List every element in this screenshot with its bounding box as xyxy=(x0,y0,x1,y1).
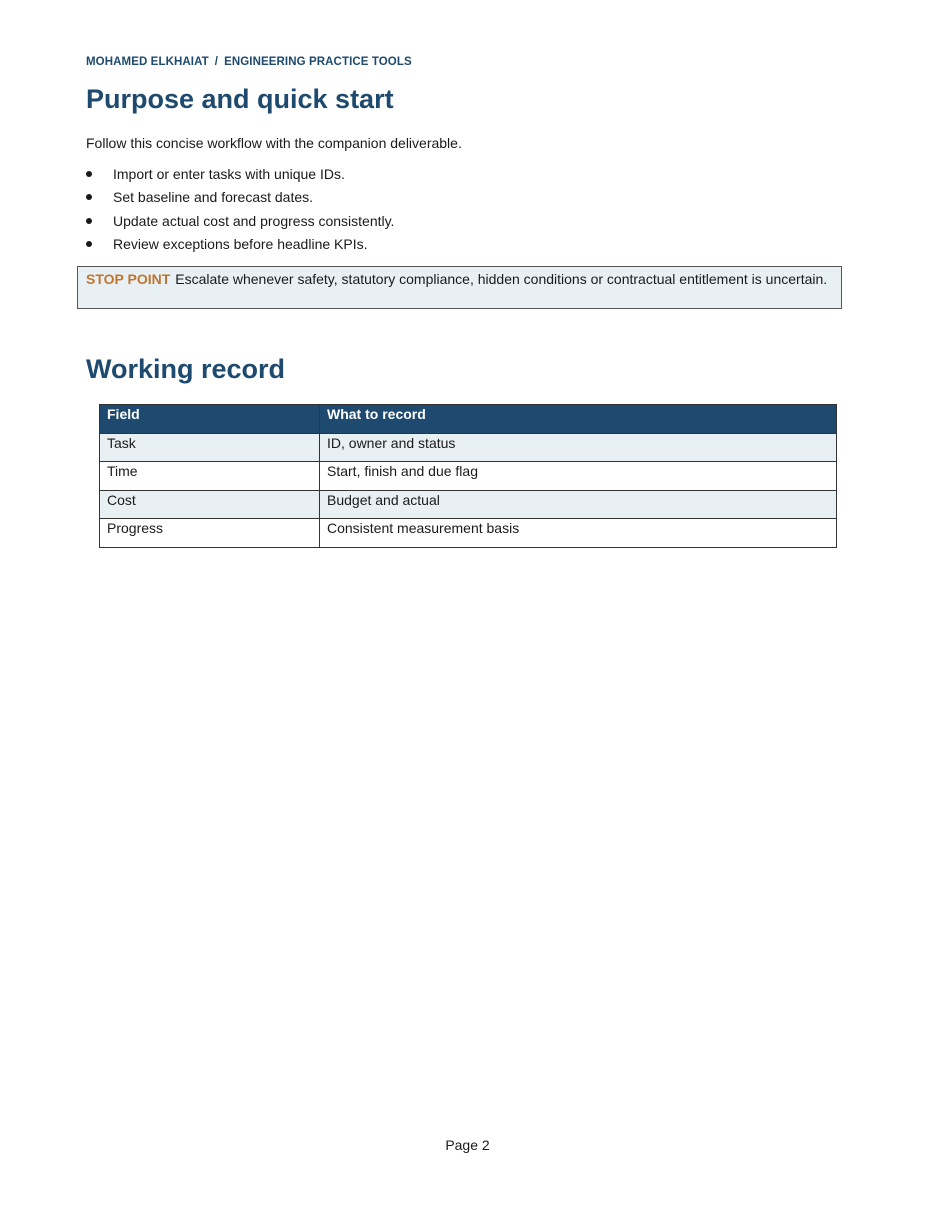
bullet-icon xyxy=(86,171,92,177)
stop-point-label: STOP POINT xyxy=(86,271,171,287)
table-row xyxy=(100,462,837,491)
list-item xyxy=(86,166,394,189)
stop-point-callout xyxy=(77,266,842,309)
stop-point-text: Escalate whenever safety, statutory compliance, hidden conditions or contractual entitlement is uncertain. xyxy=(175,271,828,287)
list-item-text: Update actual cost and progress consistently. xyxy=(113,212,395,229)
bullet-icon xyxy=(86,241,92,247)
column-header-field: Field xyxy=(100,405,320,434)
running-header xyxy=(86,56,412,68)
working-record-heading: Working record xyxy=(86,354,286,384)
table-cell-value: ID, owner and status xyxy=(320,433,837,462)
working-record-table xyxy=(99,404,837,548)
page-number: Page 2 xyxy=(445,1137,490,1153)
table-row xyxy=(100,490,837,519)
intro-paragraph: Follow this concise workflow with the companion deliverable. xyxy=(86,135,462,151)
list-item-text: Import or enter tasks with unique IDs. xyxy=(113,166,345,182)
list-item-text: Review exceptions before headline KPIs. xyxy=(113,235,368,252)
table-cell-field: Cost xyxy=(100,490,320,519)
bullet-icon xyxy=(86,194,92,200)
header-separator: / xyxy=(214,56,219,68)
list-item xyxy=(86,189,394,212)
table-header-row xyxy=(100,405,837,434)
list-item xyxy=(86,236,394,259)
table-cell-value: Budget and actual xyxy=(320,490,837,519)
list-item-text: Set baseline and forecast dates. xyxy=(113,189,314,206)
table-row xyxy=(100,519,837,548)
table-cell-field: Progress xyxy=(100,519,320,548)
table-cell-field: Time xyxy=(100,462,320,491)
list-item xyxy=(86,213,394,236)
column-header-what-to-record: What to record xyxy=(320,405,837,434)
quick-start-list xyxy=(86,166,394,259)
header-author: MOHAMED ELKHAIAT xyxy=(86,56,209,68)
table-cell-value: Consistent measurement basis xyxy=(320,519,837,548)
purpose-heading: Purpose and quick start xyxy=(86,84,394,114)
table-cell-value: Start, finish and due flag xyxy=(320,462,837,491)
table-row xyxy=(100,433,837,462)
table-cell-field: Task xyxy=(100,433,320,462)
header-series: ENGINEERING PRACTICE TOOLS xyxy=(224,56,412,68)
bullet-icon xyxy=(86,218,92,224)
